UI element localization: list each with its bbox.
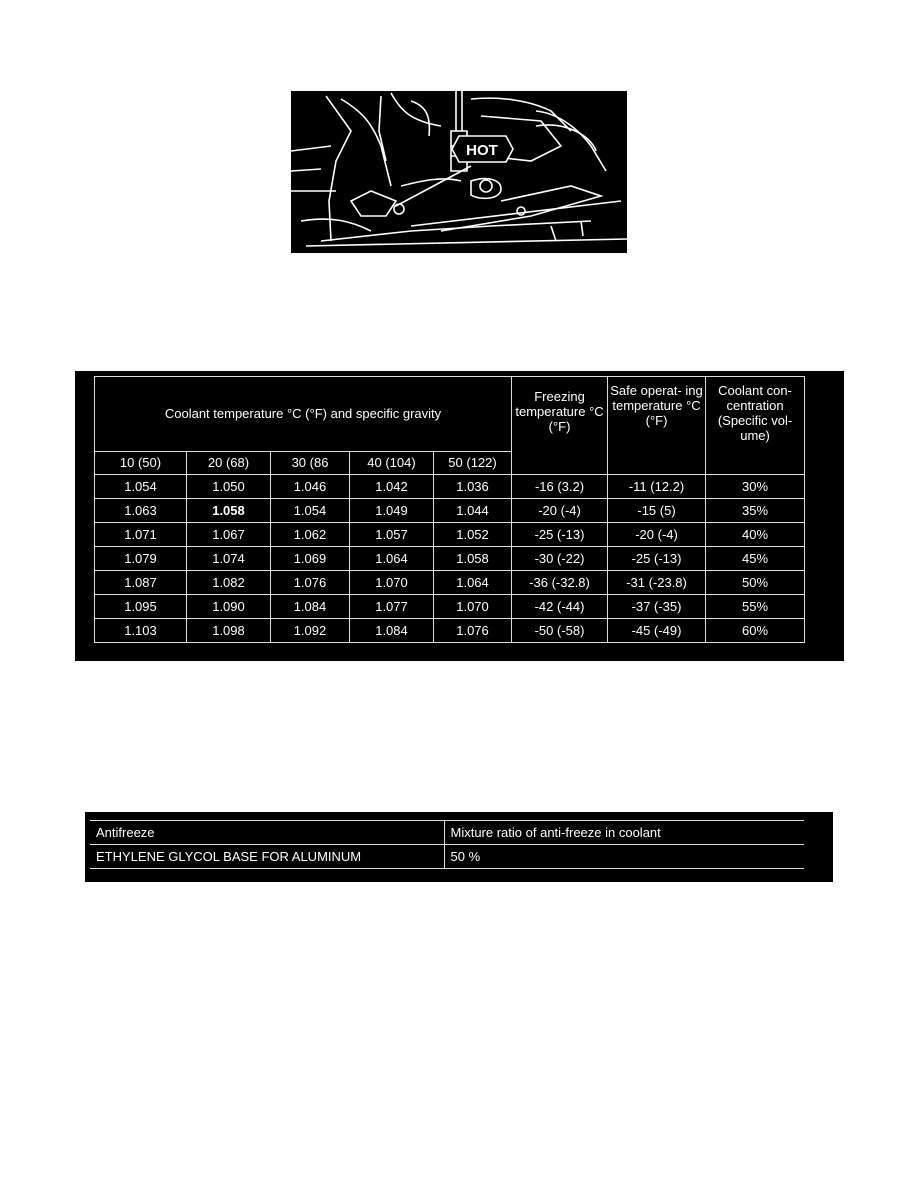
table-cell: -31 (-23.8) xyxy=(608,571,706,595)
table-cell: 1.074 xyxy=(187,547,271,571)
table-cell: 1.082 xyxy=(187,571,271,595)
table-cell: 1.052 xyxy=(434,523,512,547)
table-cell: 1.054 xyxy=(95,475,187,499)
table-cell: 1.062 xyxy=(271,523,350,547)
table-cell: -11 (12.2) xyxy=(608,475,706,499)
temp-col-header: 20 (68) xyxy=(187,452,271,475)
temp-col-header: 40 (104) xyxy=(350,452,434,475)
table-cell: 1.058 xyxy=(434,547,512,571)
table-row xyxy=(95,595,805,619)
table-cell: 45% xyxy=(706,547,805,571)
table-cell: -45 (-49) xyxy=(608,619,706,643)
coolant-specific-gravity-table-panel xyxy=(75,371,844,661)
table-cell: -42 (-44) xyxy=(512,595,608,619)
table-cell: 1.070 xyxy=(434,595,512,619)
table-cell: 1.098 xyxy=(187,619,271,643)
table-cell: 30% xyxy=(706,475,805,499)
table-row xyxy=(95,571,805,595)
table-cell: 1.057 xyxy=(350,523,434,547)
hot-label: HOT xyxy=(466,142,498,159)
antifreeze-mixture-table xyxy=(90,820,804,869)
table-cell: 1.046 xyxy=(271,475,350,499)
table-cell: 1.054 xyxy=(271,499,350,523)
header-mixture-ratio: Mixture ratio of anti-freeze in coolant xyxy=(444,821,804,845)
table-cell: 1.103 xyxy=(95,619,187,643)
table-cell: 1.095 xyxy=(95,595,187,619)
table-cell: 1.044 xyxy=(434,499,512,523)
table-cell: 1.042 xyxy=(350,475,434,499)
table-cell: 1.049 xyxy=(350,499,434,523)
table-cell: -20 (-4) xyxy=(512,499,608,523)
antifreeze-mixture-table-panel xyxy=(85,812,833,882)
table-cell: 1.077 xyxy=(350,595,434,619)
table-cell: 1.067 xyxy=(187,523,271,547)
table-cell: -16 (3.2) xyxy=(512,475,608,499)
table-cell: -50 (-58) xyxy=(512,619,608,643)
table-row xyxy=(95,523,805,547)
table-cell: 1.064 xyxy=(434,571,512,595)
table-header-row xyxy=(90,821,804,845)
table-row xyxy=(95,619,805,643)
engine-line-drawing xyxy=(291,91,627,253)
table-cell: 1.090 xyxy=(187,595,271,619)
table-row xyxy=(95,499,805,523)
temp-col-header: 30 (86 xyxy=(271,452,350,475)
table-cell: 35% xyxy=(706,499,805,523)
table-row xyxy=(95,547,805,571)
table-cell: 1.084 xyxy=(271,595,350,619)
header-antifreeze: Antifreeze xyxy=(90,821,444,845)
table-cell: 1.064 xyxy=(350,547,434,571)
coolant-specific-gravity-table xyxy=(94,376,805,643)
table-cell: 1.092 xyxy=(271,619,350,643)
table-cell: -25 (-13) xyxy=(608,547,706,571)
table-cell: 55% xyxy=(706,595,805,619)
table-row xyxy=(95,475,805,499)
table-cell: -30 (-22) xyxy=(512,547,608,571)
table-cell: -25 (-13) xyxy=(512,523,608,547)
table-row xyxy=(90,845,804,869)
table-cell: 1.076 xyxy=(271,571,350,595)
table-cell: 1.069 xyxy=(271,547,350,571)
table-cell: 1.050 xyxy=(187,475,271,499)
engine-coolant-illustration xyxy=(291,91,627,253)
table-cell: -15 (5) xyxy=(608,499,706,523)
header-safe-operating-temperature: Safe operat- ing temperature °C (°F) xyxy=(608,377,706,475)
table-cell: 1.036 xyxy=(434,475,512,499)
table-cell: 1.079 xyxy=(95,547,187,571)
table-cell: -20 (-4) xyxy=(608,523,706,547)
header-freezing-temperature: Freezing temperature °C (°F) xyxy=(512,377,608,475)
table-cell: 1.076 xyxy=(434,619,512,643)
mixture-ratio-cell: 50 % xyxy=(444,845,804,869)
header-coolant-temperature: Coolant temperature °C (°F) and specific gravity xyxy=(95,377,512,452)
header-coolant-concentration: Coolant con- centration (Specific vol- ume) xyxy=(706,377,805,475)
antifreeze-type-cell: ETHYLENE GLYCOL BASE FOR ALUMINUM xyxy=(90,845,444,869)
table-cell: 1.058 xyxy=(187,499,271,523)
table-cell: -37 (-35) xyxy=(608,595,706,619)
temp-col-header: 10 (50) xyxy=(95,452,187,475)
table-cell: 1.070 xyxy=(350,571,434,595)
table-cell: 1.071 xyxy=(95,523,187,547)
table-cell: 1.063 xyxy=(95,499,187,523)
table-cell: 1.087 xyxy=(95,571,187,595)
table-cell: 1.084 xyxy=(350,619,434,643)
table-cell: 50% xyxy=(706,571,805,595)
table-cell: 60% xyxy=(706,619,805,643)
temp-col-header: 50 (122) xyxy=(434,452,512,475)
table-cell: 40% xyxy=(706,523,805,547)
table-cell: -36 (-32.8) xyxy=(512,571,608,595)
